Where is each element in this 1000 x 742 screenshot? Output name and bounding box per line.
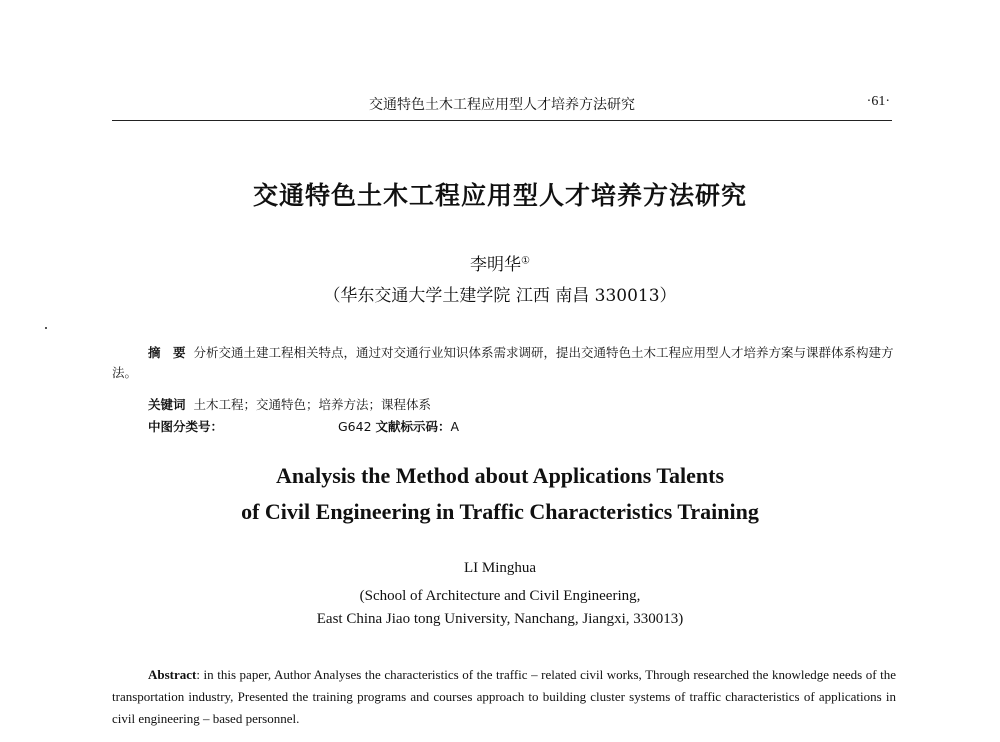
chinese-author	[0, 250, 1000, 275]
english-affiliation-line-1: (School of Architecture and Civil Engineering,	[359, 588, 641, 604]
english-abstract-text: : in this paper, Author Analyses the characteristics of the traffic – related civil works, Through researched the knowledge needs of the transportation industry, Presented the training programs and courses approach to building cluster systems of traffic characteristics of applications in civil engineering – based personnel.	[112, 667, 896, 726]
chinese-author-name: 李明华	[470, 255, 522, 275]
classification-codes	[338, 417, 459, 435]
english-abstract-label: Abstract	[148, 667, 197, 682]
chinese-keywords-text: 土木工程；交通特色；培养方法；课程体系	[193, 397, 431, 412]
running-header-title: 交通特色土木工程应用型人才培养方法研究	[369, 97, 635, 113]
chinese-abstract	[112, 343, 896, 383]
chinese-abstract-text: 分析交通土建工程相关特点，通过对交通行业知识体系需求调研，提出交通特色土木工程应用型人才培养方案与课群体系构建方法。	[112, 345, 894, 380]
chinese-abstract-label: 摘 要	[148, 345, 186, 360]
classification-code: G642	[338, 419, 372, 434]
chinese-keywords	[148, 395, 431, 413]
author-footnote-mark: ①	[521, 255, 530, 267]
english-affiliation-line-2: East China Jiao tong University, Nanchang, Jiangxi, 330013)	[316, 611, 684, 627]
chinese-keywords-label: 关键词	[148, 397, 186, 412]
running-header	[112, 92, 892, 121]
page-number: ·61·	[866, 94, 890, 109]
classification-line	[148, 417, 748, 435]
english-title-line-1: Analysis the Method about Applications Talents	[275, 463, 725, 488]
english-abstract	[112, 664, 896, 730]
english-author: LI Minghua	[463, 560, 537, 576]
chinese-title: 交通特色土木工程应用型人才培养方法研究	[252, 181, 747, 210]
document-code: A	[450, 419, 460, 434]
margin-mark	[45, 327, 47, 329]
english-title-line-2: of Civil Engineering in Traffic Characteristics Training	[241, 499, 759, 524]
document-code-label: 文献标示码：	[375, 419, 451, 434]
chinese-affiliation: （华东交通大学土建学院 江西 南昌 330013）	[323, 286, 677, 306]
classification-label: 中图分类号：	[148, 419, 224, 434]
english-title	[0, 458, 1000, 530]
english-affiliation	[0, 585, 1000, 631]
